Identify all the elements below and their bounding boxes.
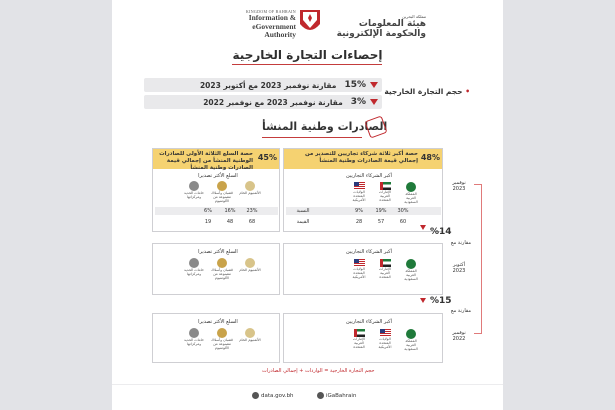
section-title-exports: الصادرات وطنية المنشأ: [262, 120, 388, 133]
goods-title: السلع الأكثر تصديرا: [198, 173, 238, 179]
period-label: نوفمبر 2022: [452, 330, 466, 342]
usa-flag-icon: [380, 329, 391, 337]
decrease-arrow-icon: [370, 99, 378, 105]
goods-panel-oct2023: [152, 243, 280, 295]
saudi-flag-icon: [406, 182, 416, 192]
partner-usa: الولايات المتحدة الأمريكية: [374, 328, 396, 350]
partners-panel-oct2023: [283, 243, 443, 295]
good-aluminium-bars: قضبان وأسلاك مصنوعة من الألومنيوم: [211, 328, 233, 351]
goods-value-row: 68 48 19: [204, 219, 256, 225]
usa-flag-icon: [354, 259, 365, 267]
authority-name-en: [204, 10, 296, 39]
comparison-pct: %14: [430, 227, 452, 237]
period-label: أكتوبر 2023: [452, 262, 466, 274]
background-right: [503, 0, 615, 410]
trade-volume-pct: 3%: [350, 97, 366, 107]
decrease-arrow-icon: [370, 82, 378, 88]
title-underline: [232, 64, 382, 65]
trade-volume-row: [144, 78, 382, 92]
good-iron-ore: خامات الحديد ومركزاتها: [183, 258, 205, 277]
good-aluminium-bars: قضبان وأسلاك مصنوعة من الألومنيوم: [211, 258, 233, 281]
goods-share-pct: 45%: [257, 153, 277, 162]
uae-flag-icon: [354, 329, 365, 337]
authority-line1-en: Information & eGovernment: [248, 13, 296, 31]
bahrain-seal-icon: [298, 8, 322, 36]
infographic-page: [112, 0, 503, 410]
partners-panel-head: [284, 149, 442, 169]
section-underline: [262, 137, 362, 138]
good-iron-ore: خامات الحديد ومركزاتها: [183, 181, 205, 200]
header: [112, 0, 503, 42]
authority-line2-en: Authority: [264, 29, 296, 39]
uae-flag-icon: [380, 182, 391, 190]
partners-title: أكبر الشركاء التجاريين: [346, 319, 392, 325]
partner-uae: الإمارات العربية المتحدة: [374, 181, 396, 203]
partner-saudi: المملكة العربية السعودية: [400, 328, 422, 352]
bars-icon: [217, 181, 227, 191]
partner-saudi: المملكة العربية السعودية: [400, 258, 422, 282]
partners-pct-row: 30% 19% 9%: [355, 208, 409, 214]
kingdom-label-en: KINGDOM OF BAHRAIN: [245, 9, 296, 14]
trade-volume-pct: 15%: [344, 80, 366, 90]
goods-share-text: حصة السلع الثلاثة الأولى للصادرات الوطنية المنشأ من إجمالي قيمة الصادرات وطنية المنشأ: [159, 151, 253, 171]
background-left: [0, 0, 112, 410]
partners-value-row: 60 57 28: [355, 219, 407, 225]
authority-line2-ar: هيئة المعلومات والحكومة الإلكترونية: [336, 19, 426, 39]
goods-pct-row: 23% 16% 6%: [204, 208, 258, 214]
authority-name-ar: [326, 14, 426, 39]
partner-usa: الولايات المتحدة الأمريكية: [348, 258, 370, 280]
page-title: إحصاءات التجارة الخارجية: [232, 48, 383, 62]
comparison-arrow-icon: [420, 298, 426, 303]
trade-volume-desc: مقارنة نوفمبر 2023 مع نوفمبر 2022: [203, 97, 343, 107]
iron-ore-icon: [189, 258, 199, 268]
price-tag-icon: [364, 115, 387, 138]
trade-volume-row: [144, 95, 382, 109]
goods-panel-head: [153, 149, 279, 169]
pct-row-label: النسبة: [296, 208, 310, 214]
saudi-flag-icon: [406, 329, 416, 339]
goods-panel-nov2023: [152, 148, 280, 232]
goods-title: السلع الأكثر تصديرا: [198, 319, 238, 325]
goods-panel-nov2022: [152, 313, 280, 363]
value-row-label: القيمة: [296, 219, 310, 225]
trade-volume-label: • حجم التجارة الخارجية: [384, 87, 470, 96]
partners-panel-nov2022: [283, 313, 443, 363]
aluminium-icon: [245, 181, 255, 191]
comparison-connector: [474, 184, 482, 334]
partners-share-pct: 48%: [420, 153, 440, 162]
good-aluminium: الألمنيوم الخام: [239, 258, 261, 273]
comparison-arrow-icon: [420, 225, 426, 230]
partners-title: أكبر الشركاء التجاريين: [346, 173, 392, 179]
usa-flag-icon: [354, 182, 365, 190]
saudi-flag-icon: [406, 259, 416, 269]
uae-flag-icon: [380, 259, 391, 267]
social-icon: [317, 392, 324, 399]
goods-title: السلع الأكثر تصديرا: [198, 249, 238, 255]
iron-ore-icon: [189, 181, 199, 191]
kingdom-label-ar: مملكة البحرين: [402, 14, 426, 19]
bars-icon: [217, 258, 227, 268]
partner-saudi: المملكة العربية السعودية: [400, 181, 422, 205]
partner-uae: الإمارات العربية المتحدة: [348, 328, 370, 350]
period-label: نوفمبر 2023: [452, 180, 466, 192]
trade-volume-desc: مقارنة نوفمبر 2023 مع أكتوبر 2023: [199, 80, 337, 90]
footer: [112, 384, 503, 410]
partner-usa: الولايات المتحدة الأمريكية: [348, 181, 370, 203]
aluminium-icon: [245, 328, 255, 338]
partners-panel-nov2023: [283, 148, 443, 232]
partner-uae: الإمارات العربية المتحدة: [374, 258, 396, 280]
comparison-text: مقارنة مع: [450, 240, 472, 246]
comparison-text: مقارنة مع: [450, 308, 472, 314]
globe-icon: [252, 392, 259, 399]
good-aluminium-bars: قضبان وأسلاك مصنوعة من الألومنيوم: [211, 181, 233, 204]
comparison-pct: %15: [430, 296, 452, 306]
partners-title: أكبر الشركاء التجاريين: [346, 249, 392, 255]
aluminium-icon: [245, 258, 255, 268]
trade-volume-section: [144, 75, 470, 113]
good-aluminium: الألمنيوم الخام: [239, 181, 261, 196]
good-iron-ore: خامات الحديد ومركزاتها: [183, 328, 205, 347]
footer-website[interactable]: data.gov.bh: [252, 392, 294, 399]
footnote: حجم التجارة الخارجية = الواردات + إجمالي الصادرات: [262, 368, 375, 374]
good-aluminium: الألمنيوم الخام: [239, 328, 261, 343]
footer-social[interactable]: iGaBahrain: [317, 392, 356, 399]
iron-ore-icon: [189, 328, 199, 338]
bars-icon: [217, 328, 227, 338]
partners-share-text: حصة أكبر ثلاثة شركاء تجاريين للتصدير من إجمالي قيمة الصادرات وطنية المنشأ: [304, 151, 418, 164]
